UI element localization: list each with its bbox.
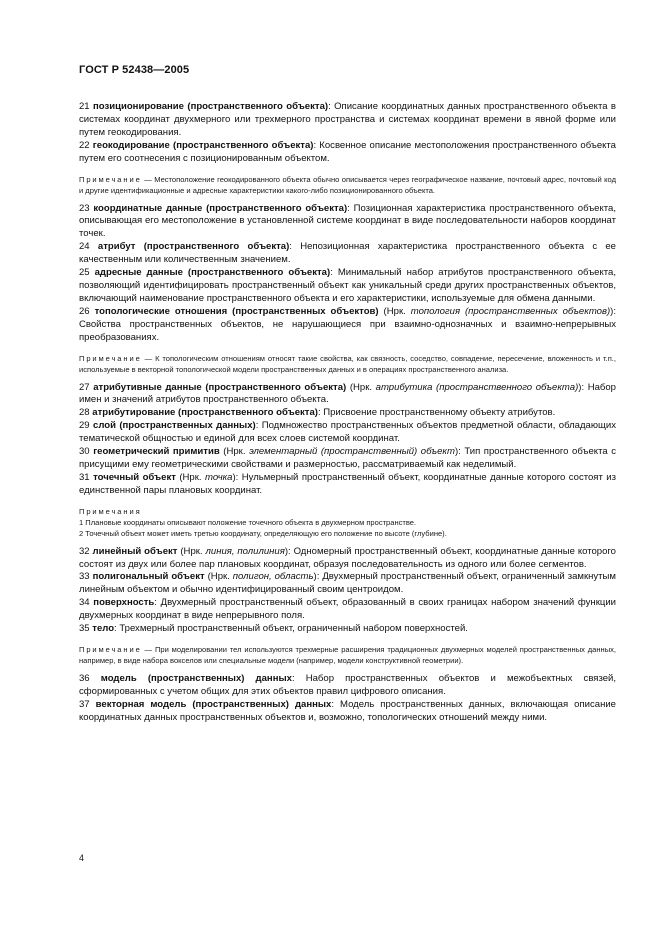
term-entry-27: 27 атрибутивные данные (пространственного объекта) (Нрк. атрибутика (пространственного объекта)): Набор имен и значений атрибутов пространственного объекта.	[79, 381, 616, 406]
term-entry-31: 31 точечный объект (Нрк. точка): Нульмерный пространственный объект, координатные данные которого состоят из единственной пары плановых координат.	[79, 471, 616, 496]
term-entry-37: 37 векторная модель (пространственных) данных: Модель пространственных данных, включающая описание координатных данных пространственных объектов и, возможно, топологических отношений между ними.	[79, 698, 616, 723]
term-entry-23: 23 координатные данные (пространственного объекта): Позиционная характеристика пространственного объекта, описывающая его местоположение в установленной системе координат в виде последовательности наборов координат точек.	[79, 202, 617, 240]
term-entry-32: 32 линейный объект (Нрк. линия, полилиния): Одномерный пространственный объект, координатные данные которого состоят из двух или более пар плановых координат, образуя последовательность из одного или более сегментов.	[79, 545, 616, 570]
notes-point-object	[79, 506, 616, 539]
term-entry-30: 30 геометрический примитив (Нрк. элементарный (пространственный) объект): Тип пространственного объекта с присущими ему геометрическими свойствами и размерностью, рассматриваемый как неделимый.	[79, 446, 616, 470]
term-entry-35: 35 тело: Трехмерный пространственный объект, ограниченный набором поверхностей.	[79, 623, 468, 635]
note-geocoding: Примечание — Местоположение геокодированного объекта обычно описывается через географическое название, почтовый адрес, почтовый код и другие идентификационные и адресные характеристики какого-либо позиционированного объекта.	[79, 174, 616, 195]
document-body	[79, 101, 616, 725]
term-entry-24: 24 атрибут (пространственного объекта): Непозиционная характеристика пространственного объекта с ее качественным или количественным значением.	[79, 241, 616, 266]
page-number: 4	[79, 853, 85, 863]
term-entry-25: 25 адресные данные (пространственного объекта): Минимальный набор атрибутов пространственного объекта, позволяющий идентифицировать пространственный объект как уникальный среди других пространственных объектов, включающий наименование пространственного объекта и его характеристики, используемые для обмена данными.	[79, 267, 616, 304]
note-item: 2 Точечный объект может иметь третью координату, определяющую его положение по высоте (глубине).	[79, 528, 447, 538]
term-entry-26: 26 топологические отношения (пространственных объектов) (Нрк. топология (пространственных объектов)): Свойства пространственных объектов, не нарушающиеся при взаимно-однозначных и взаимно-непрерывных преобразованиях.	[79, 305, 616, 343]
document-header: ГОСТ Р 52438—2005	[79, 64, 190, 76]
term-entry-36: 36 модель (пространственных) данных: Набор пространственных объектов и межобъектных связей, сформированных с учетом общих для этих объектов правил цифрового описания.	[79, 673, 617, 697]
note-solids: Примечание — При моделировании тел используются трехмерные расширения традиционных двухмерных моделей пространственных данных, например, в виде набора вокселов или специальные модели (например, модели конструктивной геометрии).	[79, 645, 616, 665]
term-entry-33: 33 полигональный объект (Нрк. полигон, область): Двухмерный пространственный объект, ограниченный замкнутым линейным объектом и обычно идентифицированный своим центроидом.	[79, 571, 616, 596]
notes-title: Примечания	[79, 506, 142, 516]
note-topology: Примечание — К топологическим отношениям относят такие свойства, как связность, соседство, совпадение, пересечение, вложенность и т.п., используемые в векторной топологической модели пространственных данных и в операциях пространственного анализа.	[79, 353, 616, 374]
term-entry-29: 29 слой (пространственных данных): Подмножество пространственных объектов предметной области, обладающих тематической общностью и единой для всех слоев системой координат.	[79, 420, 616, 445]
note-item: 1 Плановые координаты описывают положение точечного объекта в двухмерном пространстве.	[79, 517, 417, 527]
term-entry-21: 21 позиционирование (пространственного объекта): Описание координатных данных пространственного объекта в системах координат двухмерного или трехмерного пространства и системах координат времени в явной форме или путем геокодирования.	[79, 101, 617, 138]
term-entry-34: 34 поверхность: Двухмерный пространственный объект, образованный в своих границах набором значений функции двухмерных координат в виде непрерывного поля.	[79, 597, 617, 622]
term-entry-22: 22 геокодирование (пространственного объекта): Косвенное описание местоположения пространственного объекта путем его соотнесения с позиционированным объектом.	[79, 139, 616, 164]
term-entry-28: 28 атрибутирование (пространственного объекта): Присвоение пространственному объекту атрибутов.	[79, 407, 556, 419]
